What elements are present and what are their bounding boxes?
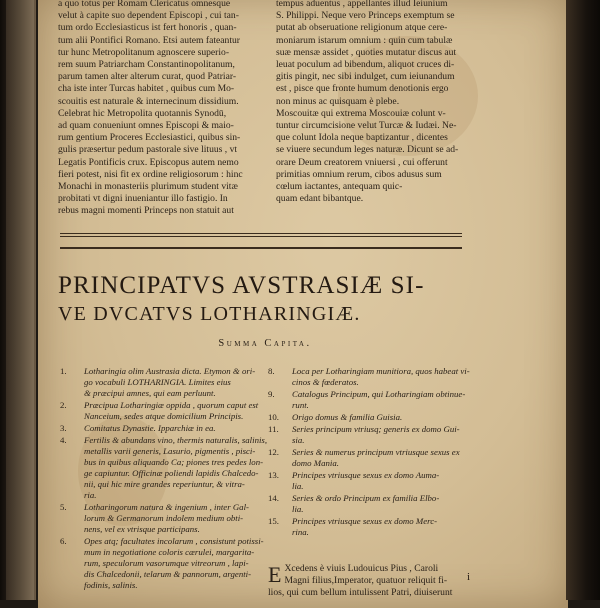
- summary-item-text: Series principum vtriusq; generis ex domo Gui-: [292, 424, 460, 434]
- summary-item-text: metallis varii generis, Lasurio, pigmentis , pisci-: [84, 446, 256, 456]
- text-line: rem suum Patriarcham Constantinopolitanum,: [58, 59, 235, 71]
- chapter-title-line-1: PRINCIPATVS AVSTRASIÆ SI-: [58, 272, 425, 299]
- text-line: leuat poculum ad bibendum, aliquot cruces di-: [276, 59, 455, 71]
- margin-mark: i: [467, 571, 471, 583]
- summary-item-text: domo Mania.: [292, 458, 339, 468]
- summary-item-text: Principes vtriusque sexus ex domo Merc-: [292, 516, 438, 526]
- summary-item-text: Lotharingia olim Austrasia dicta. Etymon & ori-: [84, 366, 256, 376]
- text-line: velut à capite suo dependent Episcopi , cui tan-: [58, 10, 239, 22]
- text-line: tuntur circumcisione velut Turcæ & Iudæi. Ne-: [276, 120, 457, 132]
- chapter-summary-list-left: [60, 366, 268, 600]
- summary-item: [268, 412, 466, 423]
- summary-item: [60, 435, 268, 501]
- summary-item-number: 4.: [60, 435, 67, 445]
- drop-cap: E: [268, 562, 282, 587]
- text-line: parum tamen alter alterum curat, quod Patriar-: [58, 71, 237, 83]
- summary-item-text: Fertilis & abundans vino, thermis naturalis, salinis,: [84, 435, 268, 445]
- summary-item-text: nens, vel ex vtrisque participans.: [84, 524, 200, 534]
- summary-item-text: cinos & fœderatos.: [292, 377, 359, 387]
- right-book-edge: [566, 0, 600, 600]
- chapter-title-line-2: VE DVCATVS LOTHARINGIÆ.: [58, 303, 361, 325]
- summary-item-text: Nanceium, sedes atque domicilium Principis.: [84, 411, 244, 421]
- summary-item-number: 8.: [268, 366, 275, 376]
- text-line: S. Philippi. Neque vero Princeps exemptum se: [276, 10, 455, 22]
- text-line: tur hunc Metropolitanum agnoscere superio-: [58, 46, 230, 58]
- rule-line: [60, 247, 462, 249]
- text-line: lios, qui cum bellum intulissent Patri, diuiserunt: [268, 587, 453, 598]
- summary-item-text: Comitatus Dynastie. Ipparchiæ in ea.: [84, 423, 216, 433]
- summary-item-text: dis Chalcedonii, telarum & pannorum, argenti-: [84, 569, 252, 579]
- text-line: Legatis Pontificis crux. Episcopus autem nemo: [58, 156, 239, 168]
- summary-item-text: lia.: [292, 481, 304, 491]
- summary-item-number: 11.: [268, 424, 279, 434]
- summary-item-text: Series & numerus principum vtriusque sexus ex: [292, 447, 460, 457]
- summary-item: [268, 470, 466, 492]
- summary-item-text: fodinis, salinis.: [84, 580, 138, 590]
- text-line: primitias omnium rerum, cibos adusus sum: [276, 168, 442, 180]
- text-line: gitis pingit, nec sibi indulget, cum ieiunandum: [276, 71, 455, 83]
- summary-item-text: & præcipui amnes, qui eam perluunt.: [84, 388, 216, 398]
- summary-item: [268, 516, 466, 538]
- summa-capita-label: Summa Capita.: [218, 338, 312, 349]
- text-line: se viuere secundum leges naturæ. Dicunt se ad-: [276, 144, 459, 156]
- summary-item: [60, 536, 265, 591]
- summary-item-number: 2.: [60, 400, 67, 410]
- text-line: que colunt Idola neque baptizantur , dicentes: [276, 132, 448, 144]
- text-line: scouitis est naturale & internecinum dissidium.: [58, 95, 239, 107]
- summary-item-number: 14.: [268, 493, 279, 503]
- summary-item-number: 10.: [268, 412, 279, 422]
- text-line: tum ordo Ecclesiasticus ist fert honoris , quan-: [58, 22, 237, 34]
- summary-item-text: Præcipua Lotharingiæ oppida , quorum caput est: [84, 400, 259, 410]
- summary-item: [60, 423, 265, 434]
- summary-item-text: rina.: [292, 527, 309, 537]
- summary-item: [60, 502, 265, 535]
- text-line: suæ mensæ assidet , quoties mutatur discus aut: [276, 46, 457, 58]
- summary-item-text: ge capiuntur. Officinæ poliendi lapidis Chalcedo-: [84, 468, 259, 478]
- text-line: moniarum istarum omnium : quin cum tabulæ: [276, 34, 453, 46]
- summary-item-text: rum, speculorum vasorumque vitreorum , lapi-: [84, 558, 249, 568]
- summary-item: [60, 400, 265, 422]
- summary-item-text: Series & ordo Principum ex familia Elbo-: [292, 493, 440, 503]
- summary-item-text: Catalogus Principum, qui Lotharingiam obtinue-: [292, 389, 466, 399]
- summary-item: [268, 366, 470, 388]
- summary-item: [268, 424, 466, 446]
- text-line: Moscouitæ qui extrema Moscouiæ colunt v-: [276, 107, 446, 119]
- summary-item-number: 6.: [60, 536, 67, 546]
- summary-item: [268, 389, 466, 411]
- summary-item: [268, 447, 466, 469]
- summary-item-text: lia.: [292, 504, 304, 514]
- summary-item-text: nii, qui hic mire grandes reperiuntur, & vitra-: [84, 479, 245, 489]
- summary-item-number: 3.: [60, 423, 67, 433]
- summary-item-text: runt.: [292, 400, 309, 410]
- left-text-column: [58, 0, 263, 217]
- summary-item: [60, 366, 265, 399]
- text-line: est , pisce que fronte humum denotionis ergo: [276, 83, 449, 95]
- summary-item-text: Lotharingorum natura & ingenium , inter Gal-: [84, 502, 249, 512]
- summary-item-text: Principes vtriusque sexus ex domo Auma-: [292, 470, 440, 480]
- right-text-column: [276, 0, 466, 205]
- text-line: ad quam conueniunt omnes Episcopi & maio-: [58, 120, 234, 132]
- summary-item-text: Loca per Lotharingiam munitiora, quos habeat vi-: [292, 366, 470, 376]
- text-line: quam edant bibantque.: [276, 193, 364, 205]
- summary-item-text: bus in quibus aliquando Ca; piones tres pedes lon-: [84, 457, 264, 467]
- text-line: probitati vt digni inueniantur illo fastigio. In: [58, 193, 228, 205]
- text-line: fieri potest, nisi fit ex ordine religiosorum : hinc: [58, 168, 243, 180]
- rule-line: [60, 233, 462, 234]
- summary-item-number: 13.: [268, 470, 279, 480]
- text-line: cœlum iactantes, antequam quic-: [276, 181, 403, 193]
- summary-item-number: 9.: [268, 389, 275, 399]
- summary-item-text: Origo domus & familia Guisia.: [292, 412, 403, 422]
- summary-item-text: lorum & Germanorum indolem medium obti-: [84, 513, 244, 523]
- text-line: gulis præsertur pedum pastorale sive lituus , vt: [58, 144, 238, 156]
- summary-item-number: 12.: [268, 447, 279, 457]
- summa-capita-heading: [0, 338, 530, 349]
- summary-item-text: mum in negotiatione coloris cærulei, margarita-: [84, 547, 255, 557]
- rule-line: [60, 236, 462, 237]
- summary-item-number: 5.: [60, 502, 67, 512]
- text-line: a quo totus per Romam Clericatus omnesque: [58, 0, 231, 9]
- summary-item-text: sia.: [292, 435, 305, 445]
- previous-page-sliver: [6, 0, 34, 600]
- text-line: orare Deum creatorem vniuersi , cui offerunt: [276, 156, 448, 168]
- text-line: cha iste inter Turcas habitet , quibus cum Mo-: [58, 83, 235, 95]
- text-line: putat ab obseruatione religionum atque cere-: [276, 22, 448, 34]
- summary-item-text: go vocabuli LOTHARINGIA. Limites eius: [84, 377, 231, 387]
- summary-item-number: 1.: [60, 366, 67, 376]
- summary-item-text: Opes atq; facultates incolarum , consistunt potissi-: [84, 536, 264, 546]
- summary-item-text: ria.: [84, 490, 97, 500]
- summary-item-number: 15.: [268, 516, 279, 526]
- text-line: tempus aduentus , appellantes illud Ieiunium: [276, 0, 448, 9]
- text-line: tum alii Pontifici Romano. Etsi autem fateantur: [58, 34, 240, 46]
- summary-item: [268, 493, 466, 515]
- text-line: Celebrat hic Metropolita quotannis Synodū,: [58, 107, 227, 119]
- text-line: rebus magni momenti Princeps non statuit aut: [58, 205, 234, 217]
- text-line: non minus ac quisquam è plebe.: [276, 95, 400, 107]
- opening-paragraph: [268, 563, 466, 599]
- text-line: Magni filius,Imperator, quatuor reliquit fi-: [284, 575, 448, 586]
- text-line: Monachi in monasteriis plurimum student vitæ: [58, 181, 238, 193]
- chapter-summary-list-right: [268, 366, 470, 550]
- text-line: Xcedens è viuis Ludouicus Pius , Caroli: [284, 563, 439, 574]
- text-line: rum gentium Proceres Ecclesiastici, quibus sin-: [58, 132, 241, 144]
